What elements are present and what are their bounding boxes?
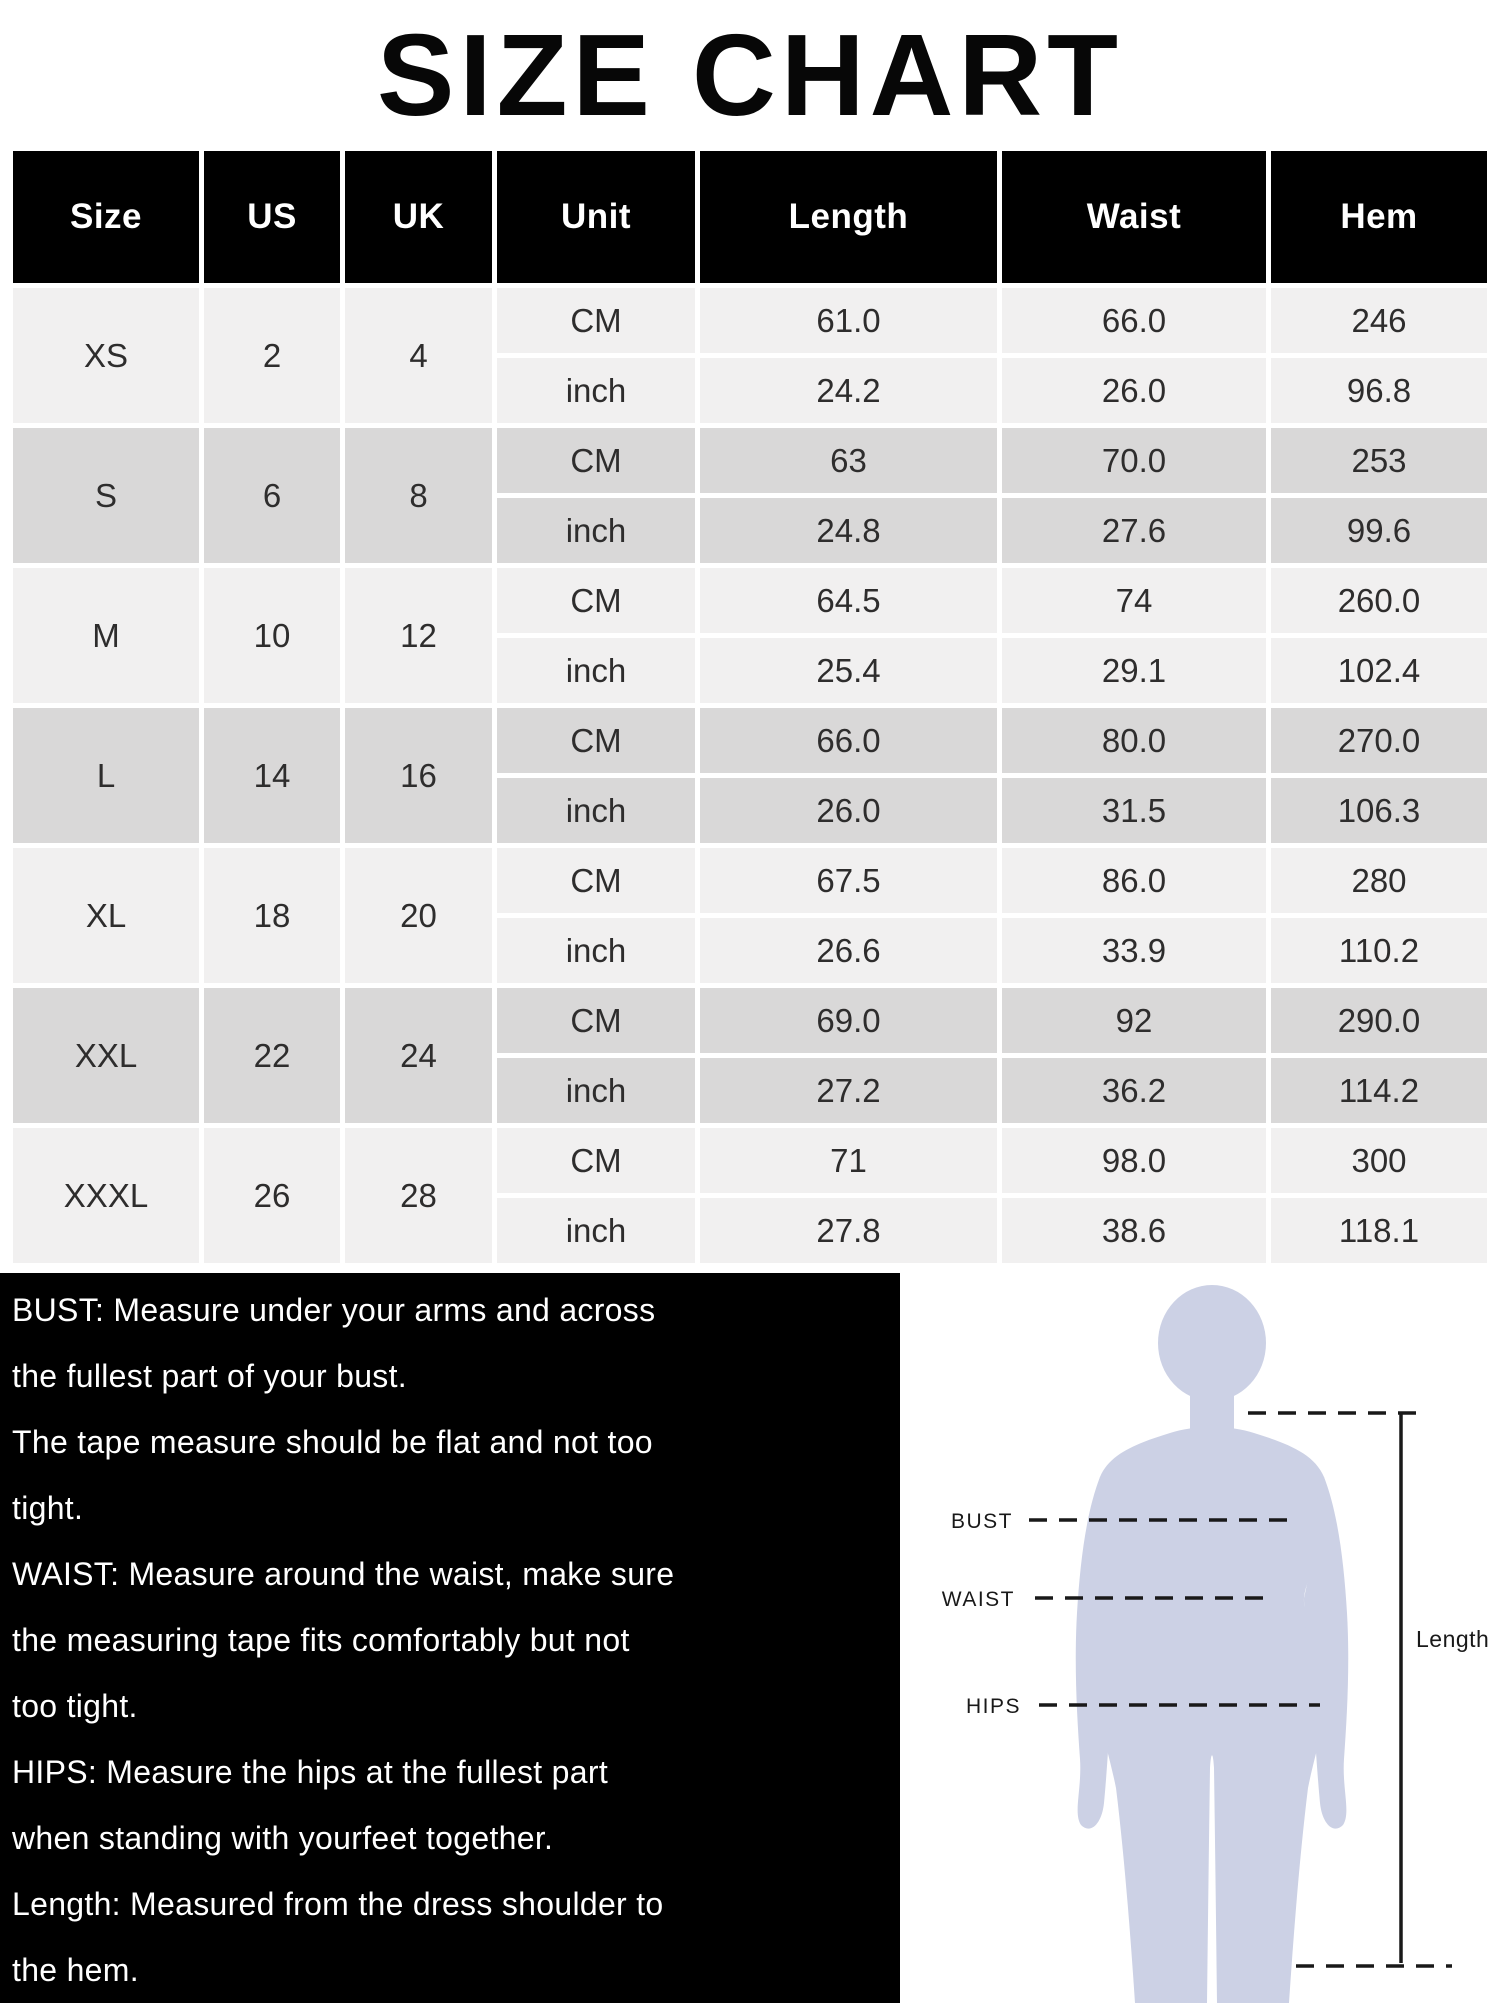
silhouette-torso-legs: [1096, 1427, 1328, 2003]
cell-waist: 66.0: [1002, 288, 1266, 353]
cell-unit: CM: [497, 988, 695, 1053]
cell-unit: CM: [497, 428, 695, 493]
cell-size: XL: [13, 848, 199, 983]
cell-waist: 31.5: [1002, 778, 1266, 843]
cell-waist: 33.9: [1002, 918, 1266, 983]
instruction-line: too tight.: [12, 1688, 138, 1724]
table-row: [13, 848, 1487, 913]
instruction-line: when standing with yourfeet together.: [12, 1820, 554, 1856]
body-measurement-figure: [900, 1273, 1500, 2003]
cell-unit: inch: [497, 1198, 695, 1263]
cell-unit: inch: [497, 778, 695, 843]
cell-waist: 70.0: [1002, 428, 1266, 493]
cell-size: XXXL: [13, 1128, 199, 1263]
cell-waist: 74: [1002, 568, 1266, 633]
size-table-body: [13, 288, 1487, 1263]
cell-uk: 4: [345, 288, 492, 423]
instruction-line: The tape measure should be flat and not too: [12, 1424, 653, 1460]
cell-waist: 38.6: [1002, 1198, 1266, 1263]
instruction-line: Length: Measured from the dress shoulder to: [12, 1886, 664, 1922]
cell-unit: inch: [497, 358, 695, 423]
cell-us: 14: [204, 708, 340, 843]
page-title: SIZE CHART: [377, 10, 1123, 140]
table-row: [13, 288, 1487, 353]
cell-unit: inch: [497, 638, 695, 703]
cell-hem: 253: [1271, 428, 1487, 493]
cell-size: S: [13, 428, 199, 563]
cell-uk: 24: [345, 988, 492, 1123]
cell-hem: 260.0: [1271, 568, 1487, 633]
instruction-line: WAIST: Measure around the waist, make sure: [12, 1556, 675, 1592]
column-header-length: Length: [700, 151, 997, 283]
cell-hem: 96.8: [1271, 358, 1487, 423]
instruction-line: tight.: [12, 1490, 84, 1526]
cell-waist: 98.0: [1002, 1128, 1266, 1193]
cell-size: XXL: [13, 988, 199, 1123]
cell-length: 66.0: [700, 708, 997, 773]
cell-size: M: [13, 568, 199, 703]
instruction-line: BUST: Measure under your arms and across: [12, 1292, 656, 1328]
body-silhouette: [1076, 1285, 1348, 2003]
cell-us: 6: [204, 428, 340, 563]
cell-length: 25.4: [700, 638, 997, 703]
cell-us: 26: [204, 1128, 340, 1263]
instruction-line: the measuring tape fits comfortably but not: [12, 1622, 630, 1658]
cell-size: XS: [13, 288, 199, 423]
cell-waist: 29.1: [1002, 638, 1266, 703]
cell-hem: 270.0: [1271, 708, 1487, 773]
cell-length: 61.0: [700, 288, 997, 353]
measure-instructions: [0, 1273, 900, 2003]
table-header-row: [13, 151, 1487, 283]
cell-uk: 16: [345, 708, 492, 843]
bust-label: BUST: [950, 1510, 1013, 1533]
cell-hem: 110.2: [1271, 918, 1487, 983]
table-row: [13, 708, 1487, 773]
cell-length: 24.2: [700, 358, 997, 423]
cell-unit: inch: [497, 1058, 695, 1123]
table-row: [13, 568, 1487, 633]
cell-hem: 106.3: [1271, 778, 1487, 843]
cell-unit: inch: [497, 498, 695, 563]
table-row: [13, 428, 1487, 493]
cell-hem: 290.0: [1271, 988, 1487, 1053]
cell-size: L: [13, 708, 199, 843]
table-row: [13, 988, 1487, 1053]
cell-hem: 300: [1271, 1128, 1487, 1193]
cell-us: 10: [204, 568, 340, 703]
measurement-diagram: [900, 1273, 1500, 2003]
cell-hem: 118.1: [1271, 1198, 1487, 1263]
cell-length: 26.0: [700, 778, 997, 843]
cell-waist: 27.6: [1002, 498, 1266, 563]
cell-hem: 280: [1271, 848, 1487, 913]
table-row: [13, 1128, 1487, 1193]
instruction-line: the hem.: [12, 1952, 139, 1988]
column-header-hem: Hem: [1271, 151, 1487, 283]
column-header-unit: Unit: [497, 151, 695, 283]
cell-us: 22: [204, 988, 340, 1123]
column-header-us: US: [204, 151, 340, 283]
hips-label: HIPS: [965, 1695, 1021, 1718]
cell-waist: 26.0: [1002, 358, 1266, 423]
cell-length: 67.5: [700, 848, 997, 913]
cell-unit: CM: [497, 848, 695, 913]
column-header-uk: UK: [345, 151, 492, 283]
cell-uk: 28: [345, 1128, 492, 1263]
cell-unit: CM: [497, 1128, 695, 1193]
cell-hem: 102.4: [1271, 638, 1487, 703]
cell-length: 63: [700, 428, 997, 493]
cell-waist: 80.0: [1002, 708, 1266, 773]
cell-us: 18: [204, 848, 340, 983]
column-header-waist: Waist: [1002, 151, 1266, 283]
cell-hem: 246: [1271, 288, 1487, 353]
cell-unit: CM: [497, 708, 695, 773]
cell-uk: 20: [345, 848, 492, 983]
cell-length: 71: [700, 1128, 997, 1193]
waist-label: WAIST: [941, 1588, 1015, 1611]
cell-length: 27.2: [700, 1058, 997, 1123]
cell-unit: CM: [497, 288, 695, 353]
instruction-line: HIPS: Measure the hips at the fullest part: [12, 1754, 609, 1790]
cell-uk: 12: [345, 568, 492, 703]
bottom-section: [0, 1273, 1500, 2003]
cell-waist: 92: [1002, 988, 1266, 1053]
length-label: Length: [1416, 1626, 1490, 1652]
column-header-size: Size: [13, 151, 199, 283]
cell-length: 26.6: [700, 918, 997, 983]
cell-length: 24.8: [700, 498, 997, 563]
cell-uk: 8: [345, 428, 492, 563]
cell-waist: 86.0: [1002, 848, 1266, 913]
cell-waist: 36.2: [1002, 1058, 1266, 1123]
cell-length: 64.5: [700, 568, 997, 633]
instruction-line: the fullest part of your bust.: [12, 1358, 407, 1394]
size-chart-table: [8, 146, 1492, 1268]
cell-hem: 99.6: [1271, 498, 1487, 563]
cell-length: 27.8: [700, 1198, 997, 1263]
cell-us: 2: [204, 288, 340, 423]
cell-hem: 114.2: [1271, 1058, 1487, 1123]
cell-length: 69.0: [700, 988, 997, 1053]
cell-unit: inch: [497, 918, 695, 983]
cell-unit: CM: [497, 568, 695, 633]
